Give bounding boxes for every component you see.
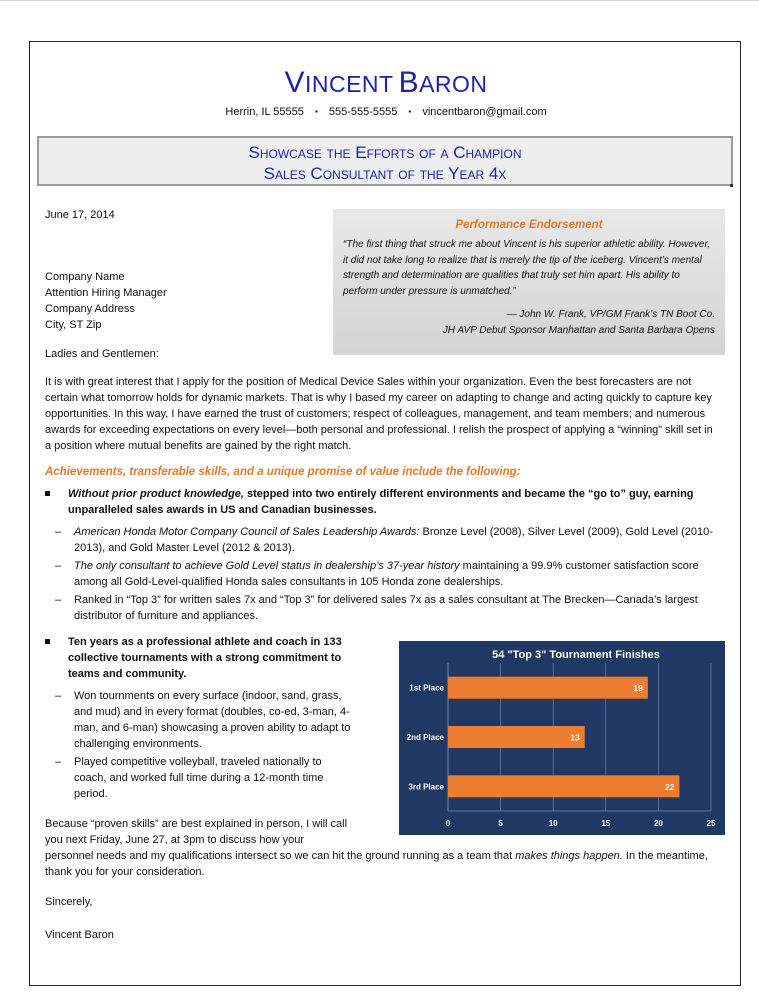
banner-line-2: Sales Consultant of the Year 4x — [263, 164, 507, 183]
top-rule — [0, 0, 759, 1]
dash-bullet: – — [55, 526, 62, 538]
dash-bullet: – — [55, 560, 62, 572]
contact-phone: 555-555-5555 — [328, 106, 398, 118]
dash-bullet: – — [55, 756, 62, 768]
endorsement-box — [333, 209, 725, 355]
chart-wrap-spacer — [355, 816, 735, 845]
sub-bullet-emphasis: The only consultant to achieve Gold Level status in dealership’s 37-year history — [74, 560, 460, 572]
closing-text-b: In the meantime, thank you for your consideration. — [45, 850, 708, 878]
address-line: City, ST Zip — [45, 319, 102, 331]
contact-email: vincentbaron@gmail.com — [422, 106, 547, 118]
bullet-athlete — [45, 634, 375, 682]
category-label: 2nd Place — [406, 733, 444, 742]
attribution-line-1: — John W. Frank, VP/GM Frank’s TN Boot Co. — [506, 309, 715, 320]
separator-bullet: ▪ — [408, 107, 412, 116]
recipient-address — [45, 269, 167, 333]
endorsement-heading: Performance Endorsement — [455, 219, 603, 231]
banner-line-1: Showcase the Efforts of a Champion — [248, 143, 522, 162]
signature-name: Vincent Baron — [45, 929, 114, 941]
tournament-chart — [399, 641, 725, 835]
contact-line — [30, 106, 742, 118]
bar — [448, 775, 679, 797]
data-label: 22 — [664, 781, 675, 792]
sub-bullet-text: Won tournments on every surface (indoor, sand, grass, and mud) and in every format (doubles, co-ed, 3-man, 4-man, and 6-man) showcasing a proven ability to adapt to challenging environments. — [74, 690, 351, 750]
achievements-heading: Achievements, transferable skills, and a unique promise of value include the following: — [45, 466, 521, 478]
signoff: Sincerely, — [45, 896, 93, 908]
address-line: Company Address — [45, 303, 135, 315]
bullet-text: stepped into two entirely different environments and became the “go to” guy, earning unparalleled sales awards in US and Canadian businesses. — [68, 488, 694, 516]
closing-paragraph — [45, 816, 735, 880]
sub-bullet-text: Played competitive volleyball, traveled nationally to coach, and worked full time during a 12-month time period. — [74, 756, 324, 800]
bullet-emphasis: Without prior product knowledge, — [68, 488, 244, 500]
x-tick-label: 20 — [653, 819, 663, 828]
sub-bullet-text: Ranked in “Top 3” for written sales 7x and “Top 3” for delivered sales 7x as a sales consultant at The Brecken—Canada’s largest distributor of furniture and appliances. — [74, 594, 698, 622]
letter-page — [29, 41, 741, 986]
address-line: Company Name — [45, 271, 125, 283]
endorsement-quote: “The first thing that struck me about Vincent is his superior athletic ability. However, it did not take long to realize that is merely the tip of the iceberg. Vincent’s mental strength and determination are qualities that truly set him apart. His ability to perform under pressure is unmatched.” — [343, 239, 711, 297]
sub-bullet-gold-level — [55, 558, 714, 590]
banner-corner-mark — [730, 184, 733, 187]
contact-city: Herrin, IL 55555 — [225, 106, 304, 118]
sub-bullet-honda-awards — [55, 524, 714, 556]
separator-bullet: ▪ — [314, 107, 318, 116]
bar — [448, 677, 648, 699]
letter-date: June 17, 2014 — [45, 209, 115, 221]
headline-banner — [37, 136, 733, 186]
dash-bullet: – — [55, 690, 62, 702]
x-tick-label: 5 — [498, 819, 503, 828]
bar — [448, 726, 585, 748]
closing-text-a: Because “proven skills” are best explained in person, I will call you next Friday, June 27, at 3pm to discuss how your personnel needs and my qualifications intersect so we can hit the ground running as a team that — [45, 818, 516, 862]
sub-bullet-brecken — [55, 592, 714, 624]
dash-bullet: – — [55, 594, 62, 606]
sub-bullet-text: maintaining a 99.9% customer satisfaction score among all Gold-Level-qualified Honda sales consultants in 105 Honda zone dealerships. — [74, 560, 699, 588]
sub-bullet-tournaments — [55, 688, 354, 752]
data-label: 13 — [570, 732, 580, 743]
sub-bullet-text: Bronze Level (2008), Silver Level (2009), Gold Level (2010-2013), and Gold Master Level (2012 & 2013). — [74, 526, 713, 554]
address-line: Attention Hiring Manager — [45, 287, 167, 299]
closing-emphasis: makes things happen. — [515, 850, 623, 862]
bullet-text: Ten years as a professional athlete and coach in 133 collective tournaments with a strong commitment to teams and community. — [68, 636, 342, 680]
category-label: 3rd Place — [408, 782, 444, 792]
bullet-sales-awards — [45, 486, 725, 518]
x-tick-label: 10 — [548, 819, 558, 828]
x-tick-label: 25 — [706, 819, 716, 828]
category-label: 1st Place — [409, 683, 444, 693]
applicant-name: VINCENT BARON — [284, 66, 488, 99]
chart-svg — [399, 641, 725, 835]
sub-bullet-volleyball — [55, 754, 354, 802]
sub-bullet-emphasis: American Honda Motor Company Council of Sales Leadership Awards: — [74, 526, 420, 538]
data-label: 19 — [633, 683, 643, 694]
endorsement-attribution — [343, 307, 715, 339]
salutation: Ladies and Gentlemen: — [45, 348, 159, 360]
chart-title: 54 "Top 3" Tournament Finishes — [492, 649, 660, 661]
x-tick-label: 0 — [445, 819, 451, 828]
square-bullet — [45, 639, 50, 644]
attribution-line-2: JH AVP Debut Sponsor Manhattan and Santa Barbara Opens — [442, 325, 715, 336]
intro-paragraph: It is with great interest that I apply for the position of Medical Device Sales within your organization. Even the best forecasters are not certain what tomorrow holds for dynamic markets. That is why I based my career on adapting to change and acting quickly to capture key opportunities. In this way, I have earned the trust of customers; respect of colleagues, management, and team members; and numerous awards for exceeding expectations on every level—both personal and professional. I relish the prospect of applying a “winning” skill set in a position where mutual benefits are gained by the right match. — [45, 376, 713, 452]
square-bullet — [45, 491, 50, 496]
x-tick-label: 15 — [601, 819, 611, 828]
